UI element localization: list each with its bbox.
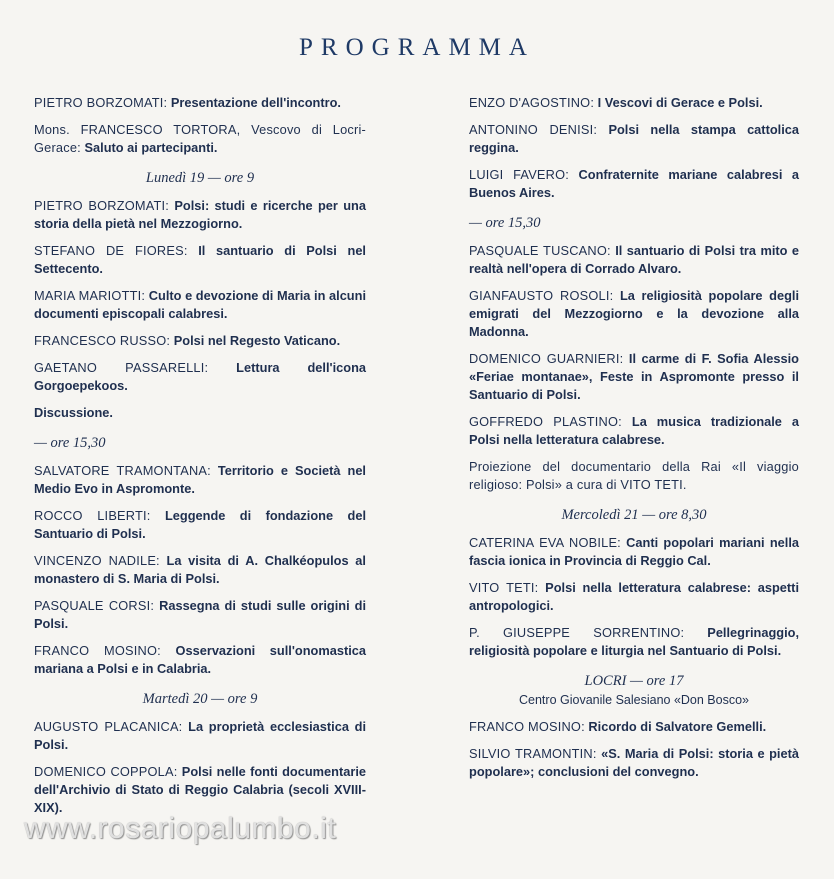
speaker-name: PASQUALE CORSI: — [34, 598, 155, 613]
speaker-name: Mons. FRANCESCO TORTORA, Vescovo di Locri-Gerace: — [34, 122, 366, 155]
watermark: www.rosariopalumbo.it — [24, 812, 337, 845]
program-entry — [469, 242, 799, 278]
talk-title: Il santuario di Polsi tra mito e realtà nell'opera di Corrado Alvaro. — [469, 243, 800, 276]
talk-title: Ricordo di Salvatore Gemelli. — [588, 719, 767, 734]
talk-title: Saluto ai partecipanti. — [84, 140, 218, 155]
program-entry — [469, 745, 799, 781]
program-entry — [34, 287, 366, 323]
talk-title: La religiosità popolare degli emigrati del Mezzogiorno e la devozione alla Madonna. — [469, 288, 799, 339]
session-heading: — ore 15,30 — [34, 435, 106, 451]
program-entry — [34, 462, 366, 498]
venue-line: Centro Giovanile Salesiano «Don Bosco» — [519, 693, 749, 707]
talk-title: Polsi: studi e ricerche per una storia della pietà nel Mezzogiorno. — [34, 198, 366, 231]
talk-title: Culto e devozione di Maria in alcuni documenti episcopali calabresi. — [34, 288, 366, 321]
speaker-name: GOFFREDO PLASTINO: — [469, 414, 622, 429]
speaker-name: DOMENICO GUARNIERI: — [469, 351, 624, 366]
talk-title: «S. Maria di Polsi: storia e pietà popolare»; conclusioni del convegno. — [469, 746, 799, 779]
talk-title: Polsi nel Regesto Vaticano. — [173, 333, 341, 348]
speaker-name: ANTONINO DENISI: — [469, 122, 598, 137]
speaker-name: MARIA MARIOTTI: — [34, 288, 146, 303]
program-entry — [469, 624, 799, 660]
program-entry — [469, 458, 799, 494]
talk-title: Confraternite mariane calabresi a Buenos Aires. — [469, 167, 799, 200]
speaker-name: STEFANO DE FIORES: — [34, 243, 188, 258]
talk-title: La proprietà ecclesiastica di Polsi. — [34, 719, 367, 752]
talk-title: Polsi nella stampa cattolica reggina. — [469, 122, 799, 155]
speaker-name: DOMENICO COPPOLA: — [34, 764, 178, 779]
program-entry — [469, 166, 799, 202]
speaker-name: P. GIUSEPPE SORRENTINO: — [469, 625, 685, 640]
program-entry — [34, 507, 366, 543]
speaker-name: PIETRO BORZOMATI: — [34, 198, 170, 213]
talk-title: Lettura dell'icona Gorgoepekoos. — [34, 360, 366, 393]
program-entry — [34, 763, 366, 817]
talk-title: Il carme di F. Sofia Alessio «Feriae montanae», Feste in Aspromonte presso il Santuario di Polsi. — [469, 351, 799, 402]
speaker-name: GIANFAUSTO ROSOLI: — [469, 288, 614, 303]
program-entry — [34, 94, 366, 112]
program-entry — [34, 642, 366, 678]
session-heading: LOCRI — ore 17 — [584, 673, 684, 689]
speaker-name: AUGUSTO PLACANICA: — [34, 719, 183, 734]
talk-title: I Vescovi di Gerace e Polsi. — [597, 95, 763, 110]
speaker-name: LUIGI FAVERO: — [469, 167, 570, 182]
program-entry — [469, 287, 799, 341]
program-entry — [34, 359, 366, 395]
talk-title: La visita di A. Chalkéopulos al monastero di S. Maria di Polsi. — [34, 553, 366, 586]
program-entry — [469, 534, 799, 570]
speaker-name: VITO TETI: — [469, 580, 539, 595]
talk-title: Discussione. — [34, 405, 113, 420]
talk-title: Polsi nelle fonti documentarie dell'Archivio di Stato di Reggio Calabria (secoli XVIII-XIX). — [34, 764, 366, 815]
talk-title: Pellegrinaggio, religiosità popolare e liturgia nel Santuario di Polsi. — [469, 625, 800, 658]
session-heading: Lunedì 19 — ore 9 — [145, 170, 255, 186]
talk-title: Presentazione dell'incontro. — [170, 95, 341, 110]
program-entry — [34, 597, 366, 633]
session-heading: Mercoledì 21 — ore 8,30 — [561, 507, 707, 523]
page-title: PROGRAMMA — [299, 34, 535, 61]
talk-title: Il santuario di Polsi nel Settecento. — [34, 243, 366, 276]
program-entry — [469, 350, 799, 404]
speaker-name: VINCENZO NADILE: — [34, 553, 160, 568]
speaker-name: ENZO D'AGOSTINO: — [469, 95, 595, 110]
program-entry — [34, 332, 366, 350]
speaker-name: CATERINA EVA NOBILE: — [469, 535, 621, 550]
talk-title: Canti popolari mariani nella fascia ionica in Provincia di Reggio Cal. — [469, 535, 799, 568]
speaker-name: FRANCESCO RUSSO: — [34, 333, 171, 348]
talk-title: Polsi nella letteratura calabrese: aspetti antropologici. — [469, 580, 800, 613]
program-entry — [469, 579, 799, 615]
speaker-name: SILVIO TRAMONTIN: — [469, 746, 597, 761]
talk-title: Leggende di fondazione del Santuario di Polsi. — [34, 508, 367, 541]
program-entry — [469, 413, 799, 449]
program-entry — [469, 94, 799, 112]
program-entry — [34, 552, 366, 588]
speaker-name: FRANCO MOSINO: — [34, 643, 161, 658]
speaker-name: Proiezione del documentario della Rai «Il viaggio religioso: Polsi» a cura di VITO TETI. — [469, 459, 799, 492]
talk-title: Rassegna di studi sulle origini di Polsi. — [34, 598, 366, 631]
speaker-name: PASQUALE TUSCANO: — [469, 243, 611, 258]
left-column — [34, 94, 366, 826]
speaker-name: FRANCO MOSINO: — [469, 719, 585, 734]
program-entry — [34, 718, 366, 754]
right-column — [469, 94, 799, 790]
talk-title: Osservazioni sull'onomastica mariana a Polsi e in Calabria. — [34, 643, 367, 676]
speaker-name: GAETANO PASSARELLI: — [34, 360, 209, 375]
talk-title: Territorio e Società nel Medio Evo in Aspromonte. — [34, 463, 366, 496]
talk-title: La musica tradizionale a Polsi nella letteratura calabrese. — [469, 414, 799, 447]
program-entry — [34, 121, 366, 157]
program-entry — [34, 197, 366, 233]
speaker-name: PIETRO BORZOMATI: — [34, 95, 168, 110]
program-entry — [34, 404, 366, 422]
session-heading: Martedì 20 — ore 9 — [142, 691, 258, 707]
program-entry — [469, 121, 799, 157]
speaker-name: SALVATORE TRAMONTANA: — [34, 463, 211, 478]
session-heading: — ore 15,30 — [469, 215, 541, 231]
program-entry — [34, 242, 366, 278]
program-entry — [469, 718, 799, 736]
speaker-name: ROCCO LIBERTI: — [34, 508, 151, 523]
